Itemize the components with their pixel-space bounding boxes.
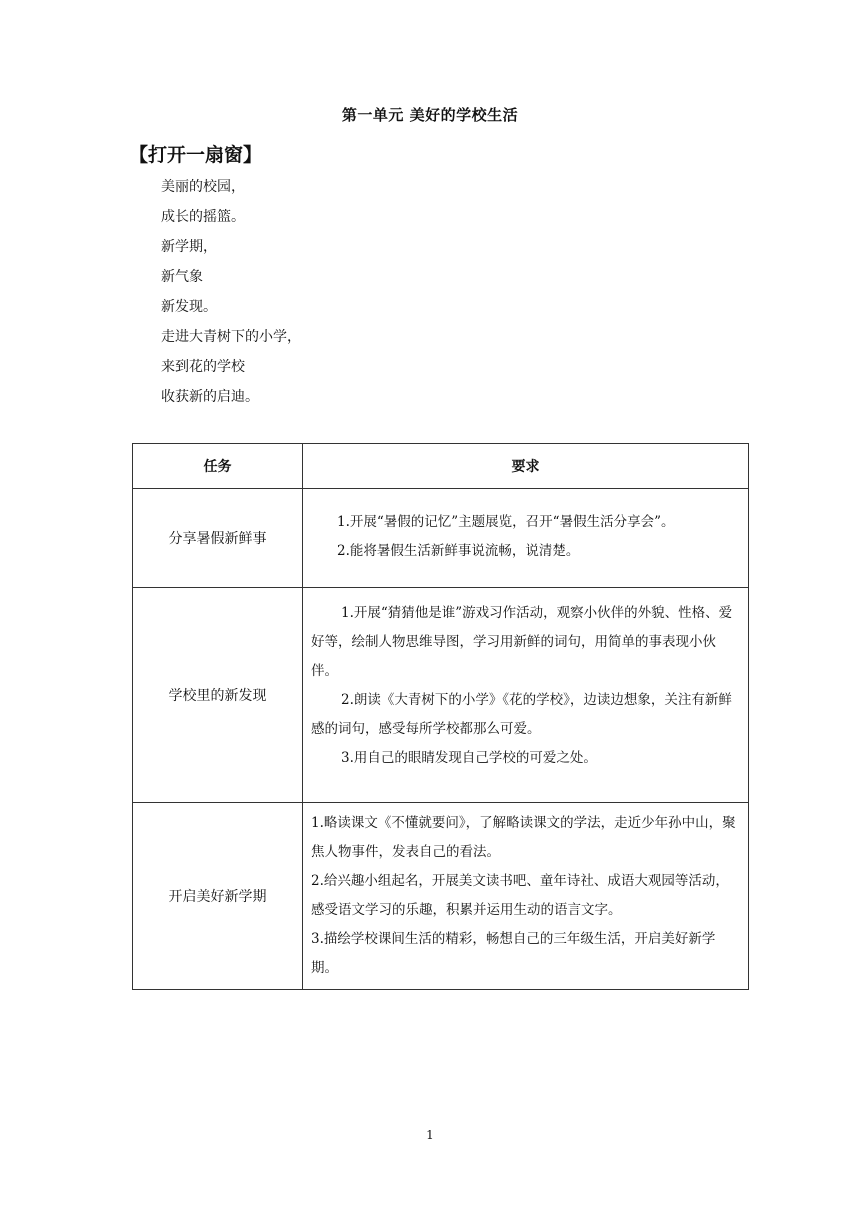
- requirement-item: 3.描绘学校课间生活的精彩，畅想自己的三年级生活，开启美好新学期。: [311, 931, 716, 976]
- poem-line: 新气象: [161, 269, 203, 285]
- task-cell: 开启美好新学期: [133, 803, 303, 990]
- poem-line: 收获新的启迪。: [161, 389, 259, 405]
- table-row: [133, 588, 749, 803]
- poem: [161, 176, 301, 416]
- poem-line: 走进大青树下的小学，: [161, 329, 301, 345]
- page-number: 1: [426, 1128, 434, 1142]
- requirement-item: 1.开展“暑假的记忆”主题展览，召开“暑假生活分享会”。: [337, 514, 675, 530]
- requirements-cell: [303, 588, 749, 803]
- header-requirements: 要求: [303, 444, 749, 489]
- poem-line: 美丽的校园，: [161, 179, 245, 195]
- poem-line: 成长的摇篮。: [161, 209, 245, 225]
- header-task: 任务: [133, 444, 303, 489]
- poem-line: 新发现。: [161, 299, 217, 315]
- poem-line: 新学期，: [161, 239, 217, 255]
- requirements-cell: [303, 489, 749, 588]
- requirement-item: 1.略读课文《不懂就要问》，了解略读课文的学法，走近少年孙中山，聚焦人物事件，发表自己的看法。: [311, 815, 736, 860]
- section-heading: 【打开一扇窗】: [129, 144, 263, 166]
- requirement-item: 2.能将暑假生活新鲜事说流畅，说清楚。: [337, 543, 580, 559]
- task-cell: 分享暑假新鲜事: [133, 489, 303, 588]
- poem-line: 来到花的学校: [161, 359, 245, 375]
- task-cell: 学校里的新发现: [133, 588, 303, 803]
- table-row: [133, 803, 749, 990]
- requirement-item: 2.给兴趣小组起名，开展美文读书吧、童年诗社、成语大观园等活动，感受语文学习的乐趣，积累并运用生动的语言文字。: [311, 873, 729, 918]
- requirement-item: 2.朗读《大青树下的小学》《花的学校》，边读边想象，关注有新鲜感的词句，感受每所学校都那么可爱。: [311, 692, 732, 737]
- requirement-item: 3.用自己的眼睛发现自己学校的可爱之处。: [341, 750, 597, 766]
- task-table: [132, 443, 749, 990]
- table-row: [133, 489, 749, 588]
- page-title: 第一单元 美好的学校生活: [341, 106, 519, 124]
- table-header-row: [133, 444, 749, 489]
- requirements-cell: [303, 803, 749, 990]
- requirement-item: 1.开展“猜猜他是谁”游戏习作活动，观察小伙伴的外貌、性格、爱好等，绘制人物思维导图，学习用新鲜的词句，用简单的事表现小伙伴。: [311, 605, 733, 679]
